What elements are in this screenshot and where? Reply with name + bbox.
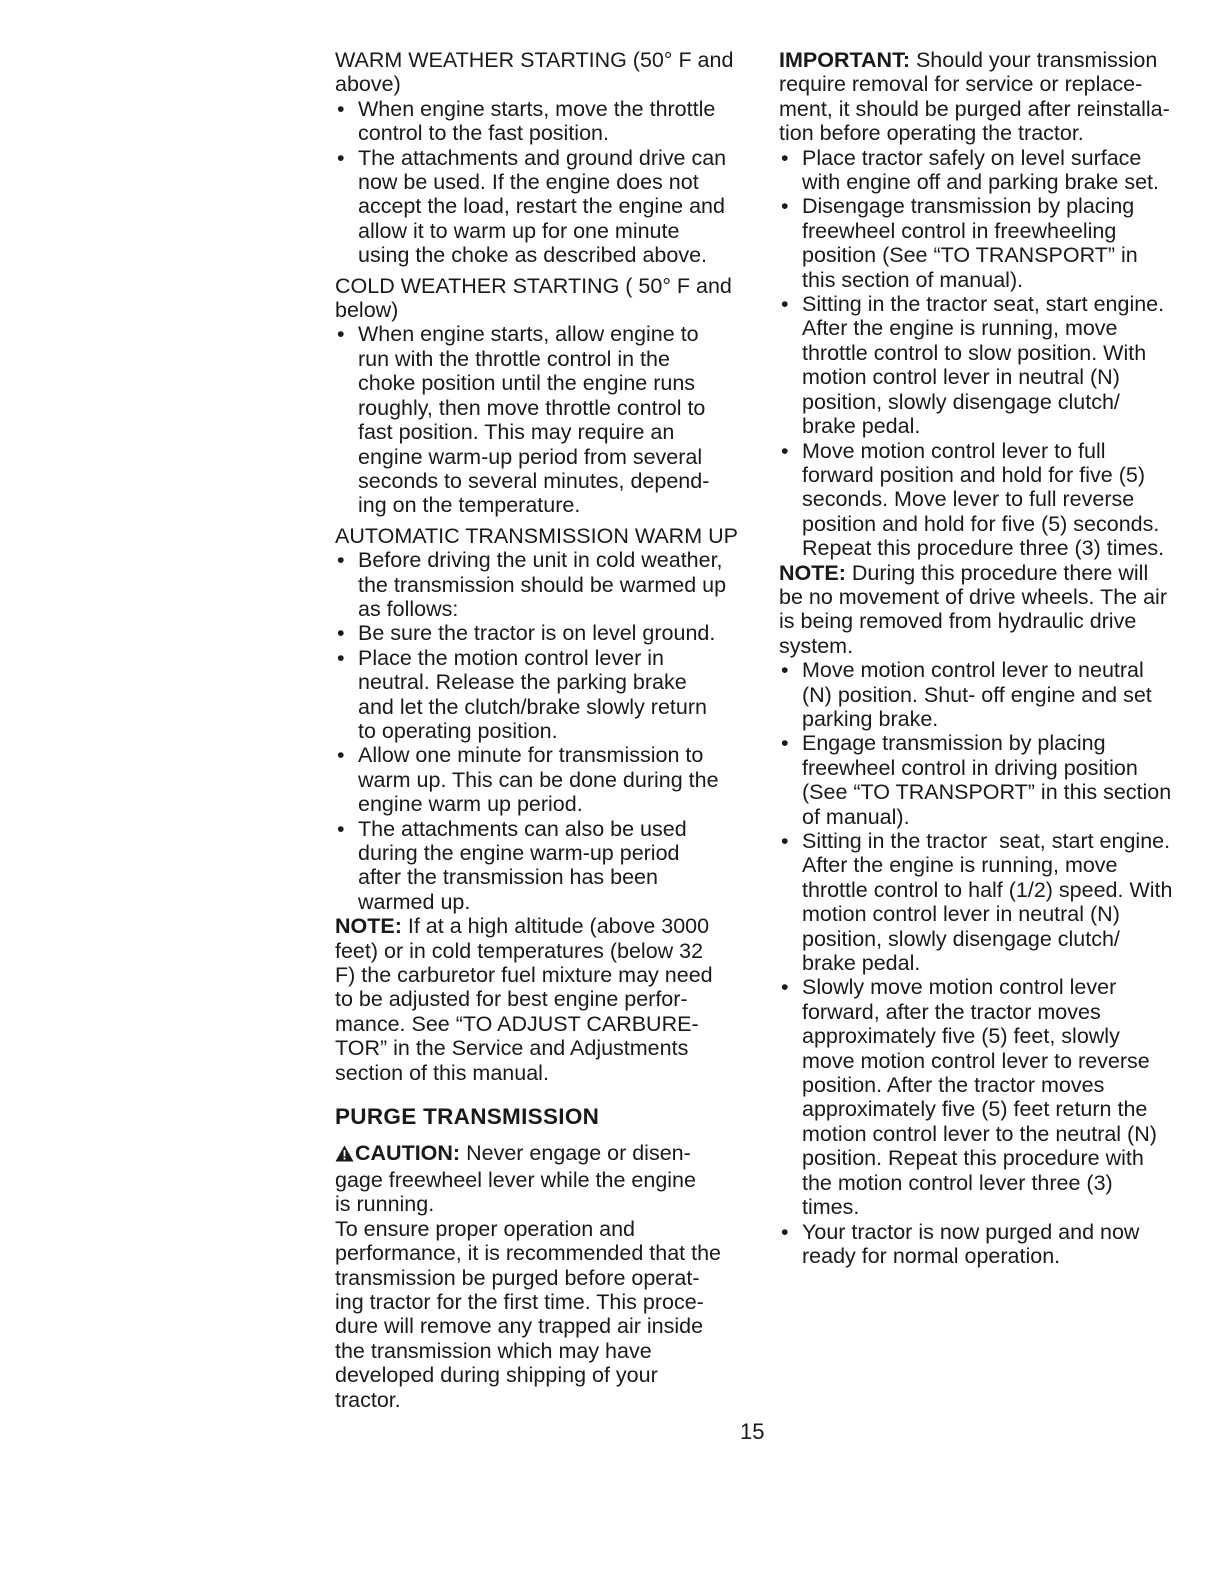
- important-label: IMPORTANT:: [779, 48, 910, 72]
- right-column: [779, 48, 1199, 1268]
- caution-label: CAUTION:: [355, 1141, 461, 1166]
- important-notice: IMPORTANT: Should your transmission require removal for service or replace- ment, it should be purged after reinstalla- tion before operating the tractor.: [779, 48, 1170, 146]
- purge-step-bullet: • Slowly move motion control lever forward, after the tractor moves approximately five (5) feet, slowly move motion control lever to reverse position. After the tractor moves approximately five (5) feet return the motion control lever to the neutral (N) position. Repeat this procedure with the motion control lever three (3) times.: [781, 975, 1157, 1220]
- bullet-dot: •: [781, 829, 789, 853]
- left-column: [335, 48, 745, 1412]
- drive-wheels-note: NOTE: During this procedure there will be no movement of drive wheels. The air is being removed from hydraulic drive system.: [779, 560, 1167, 658]
- purge-step-bullet: • Disengage transmission by placing freewheel control in freewheeling position (See “TO TRANSPORT” in this section of manual).: [781, 194, 1138, 292]
- bullet-dot: •: [337, 96, 345, 121]
- bullet-dot: •: [781, 292, 789, 317]
- bullet-dot: •: [781, 194, 789, 219]
- purge-transmission-title: PURGE TRANSMISSION: [335, 1104, 600, 1130]
- bullet-dot: •: [337, 145, 345, 170]
- auto-transmission-bullet: • Allow one minute for transmission to warm up. This can be done during the engine warm up period.: [337, 743, 719, 817]
- cold-weather-heading: COLD WEATHER STARTING ( 50° F and below): [335, 273, 732, 323]
- bullet-dot: •: [337, 645, 345, 670]
- purge-intro-paragraph: To ensure proper operation and performance, it is recommended that the transmission be purged before operat- ing tractor for the first time. This proce- dure will remove any trapped air inside the transmission which may have developed during shipping of your tractor.: [335, 1216, 721, 1412]
- bullet-dot: •: [781, 145, 789, 170]
- purge-step-bullet: • Sitting in the tractor seat, start engine. After the engine is running, move throttle control to half (1/2) speed. With motion control lever in neutral (N) position, slowly disengage clutch/ brake pedal.: [781, 829, 1173, 976]
- purge-step-bullet: • Sitting in the tractor seat, start engine. After the engine is running, move throttle control to slow position. With motion control lever in neutral (N) position, slowly disengage clutch/ brake pedal.: [781, 292, 1165, 439]
- auto-transmission-bullet: • Be sure the tractor is on level ground.: [337, 621, 716, 646]
- auto-transmission-heading: AUTOMATIC TRANSMISSION WARM UP: [335, 523, 738, 548]
- purge-step-bullet: • Your tractor is now purged and now ready for normal operation.: [781, 1219, 1140, 1268]
- caution-notice: CAUTION: Never engage or disen- gage freewheel lever while the engine is running.: [335, 1141, 696, 1217]
- auto-transmission-bullet: • Place the motion control lever in neutral. Release the parking brake and let the clutch/brake slowly return to operating position.: [337, 645, 707, 743]
- warm-weather-bullet: • When engine starts, move the throttle control to the fast position.: [337, 96, 716, 146]
- page-number: 15: [740, 1419, 765, 1444]
- note-label: NOTE:: [335, 914, 402, 939]
- purge-step-bullet: • Place tractor safely on level surface with engine off and parking brake set.: [781, 145, 1159, 195]
- bullet-dot: •: [781, 731, 789, 756]
- bullet-dot: •: [781, 1219, 789, 1244]
- bullet-dot: •: [781, 438, 789, 463]
- cold-weather-bullet: • When engine starts, allow engine to run with the throttle control in the choke position until the engine runs roughly, then move throttle control to fast position. This may require an engine warm-up period from several seconds to several minutes, depend- ing on the temperature.: [337, 322, 710, 518]
- bullet-dot: •: [337, 816, 345, 841]
- warm-weather-bullet: • The attachments and ground drive can now be used. If the engine does not accept the load, restart the engine and allow it to warm up for one minute using the choke as described above.: [337, 145, 727, 268]
- auto-transmission-bullet: • The attachments can also be used during the engine warm-up period after the transmission has been warmed up.: [337, 816, 687, 914]
- warning-triangle-icon: [335, 1143, 354, 1167]
- altitude-note: NOTE: If at a high altitude (above 3000 feet) or in cold temperatures (below 32 F) the carburetor fuel mixture may need to be adjusted for best engine perfor- mance. See “TO ADJUST CARBURE- TOR” in the Service and Adjustments section of this manual.: [335, 914, 713, 1085]
- bullet-dot: •: [337, 548, 345, 573]
- warm-weather-heading: WARM WEATHER STARTING (50° F and above): [335, 48, 734, 97]
- auto-transmission-bullet: • Before driving the unit in cold weather, the transmission should be warmed up as follows:: [337, 548, 727, 621]
- bullet-dot: •: [337, 621, 345, 646]
- bullet-dot: •: [781, 975, 789, 1000]
- purge-step-bullet: • Engage transmission by placing freewheel control in driving position (See “TO TRANSPORT” in this section of manual).: [781, 731, 1172, 829]
- purge-step-bullet: • Move motion control lever to full forward position and hold for five (5) seconds. Move lever to full reverse position and hold for five (5) seconds. Repeat this procedure three (3) times.: [781, 438, 1165, 561]
- bullet-dot: •: [337, 743, 345, 768]
- note-label: NOTE:: [779, 560, 846, 585]
- bullet-dot: •: [781, 658, 789, 683]
- bullet-dot: •: [337, 322, 345, 347]
- purge-step-bullet: • Move motion control lever to neutral (N) position. Shut- off engine and set parking brake.: [781, 658, 1152, 731]
